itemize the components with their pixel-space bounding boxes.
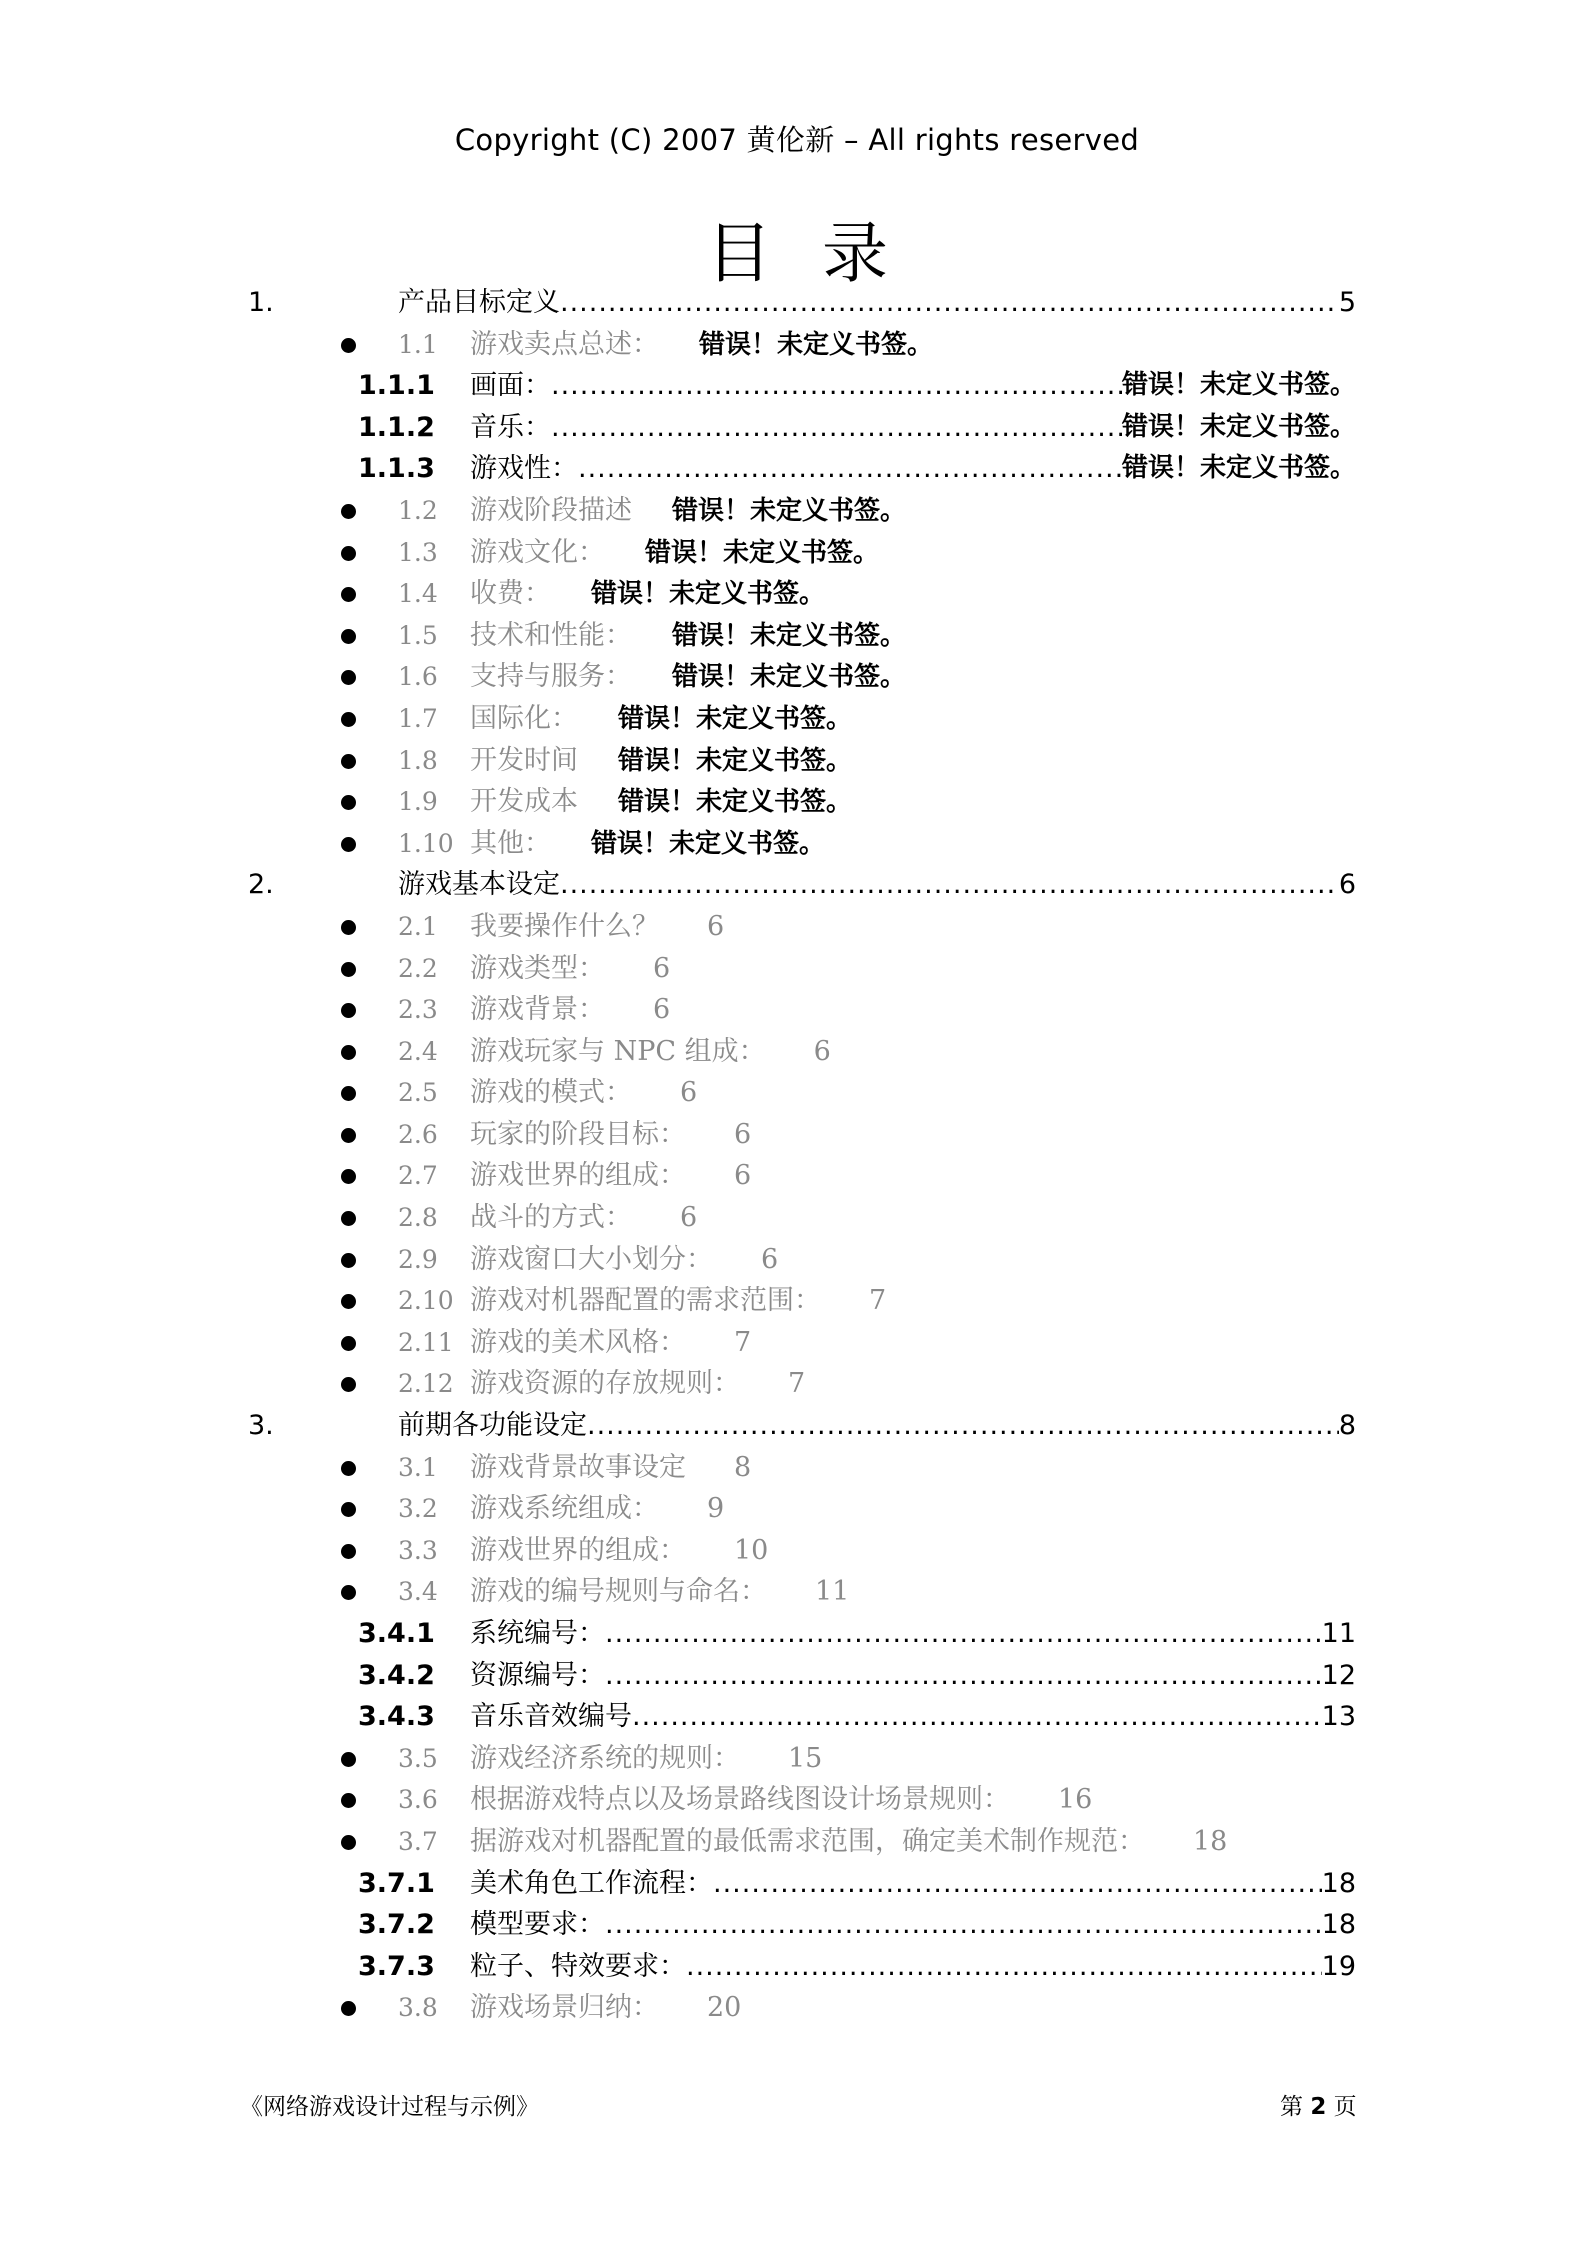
toc-entry-text-group bbox=[470, 324, 933, 367]
bullet-icon bbox=[341, 1752, 356, 1767]
toc-entry[interactable] bbox=[0, 906, 1594, 948]
toc-entry-page: 18 bbox=[1321, 1909, 1356, 1941]
bullet-icon bbox=[341, 629, 356, 644]
toc-entry-page: 错误！未定义书签。 bbox=[1121, 370, 1356, 401]
footer-page-suffix: 页 bbox=[1333, 2094, 1357, 2120]
toc-entry-page: 6 bbox=[813, 1035, 831, 1067]
toc-entry-text: 画面： bbox=[470, 370, 551, 402]
toc-entry-text: 游戏的模式： bbox=[470, 1077, 632, 1109]
toc-entry-number: 1.4 bbox=[398, 579, 438, 609]
toc-entry-page: 16 bbox=[1058, 1784, 1093, 1816]
bullet-icon bbox=[341, 754, 356, 769]
toc-entry[interactable] bbox=[0, 1405, 1594, 1447]
bullet-icon bbox=[341, 1086, 356, 1101]
toc-entry-number: 3.4 bbox=[398, 1577, 438, 1607]
toc-entry-number: 3.4.1 bbox=[358, 1618, 435, 1649]
toc-entry-text: 游戏世界的组成： bbox=[470, 1534, 686, 1566]
bullet-icon bbox=[341, 712, 356, 727]
toc-entry-page: 20 bbox=[707, 1992, 742, 2024]
toc-entry-number: 3.4.3 bbox=[358, 1701, 435, 1733]
toc-entry-text-group bbox=[470, 490, 906, 533]
toc-entry[interactable] bbox=[0, 1863, 1594, 1905]
toc-entry-text: 游戏类型： bbox=[470, 952, 605, 984]
toc-entry-text: 游戏系统组成： bbox=[470, 1493, 659, 1525]
bullet-icon bbox=[341, 504, 356, 519]
toc-entry-error: 错误！未定义书签。 bbox=[591, 828, 826, 859]
toc-entry-page: 19 bbox=[1321, 1950, 1356, 1982]
toc-entry-text-group bbox=[470, 906, 724, 948]
toc-entry-text-group bbox=[470, 1155, 751, 1197]
toc-entry-text: 游戏窗口大小划分： bbox=[470, 1243, 713, 1275]
toc-entry-text-group bbox=[470, 1239, 778, 1281]
toc-entry-text: 国际化： bbox=[470, 702, 578, 734]
toc-leader-dots bbox=[551, 365, 1122, 407]
bullet-icon bbox=[341, 1585, 356, 1600]
toc-entry-error: 错误！未定义书签。 bbox=[672, 662, 907, 693]
toc-entry[interactable] bbox=[0, 407, 1594, 449]
toc-entry-text: 据游戏对机器配置的最低需求范围，确定美术制作规范： bbox=[470, 1825, 1145, 1857]
toc-entry-text: 前期各功能设定 bbox=[398, 1410, 587, 1442]
toc-leader-dots bbox=[686, 1946, 1322, 1988]
toc-entry-number: 1. bbox=[248, 287, 274, 318]
toc-entry-text-group bbox=[470, 1072, 697, 1114]
toc-entry-page: 6 bbox=[1338, 869, 1356, 901]
toc-entry-text: 游戏性： bbox=[470, 453, 578, 485]
toc-entry-number: 3.5 bbox=[398, 1743, 438, 1773]
bullet-icon bbox=[341, 1253, 356, 1268]
toc-entry-number: 1.1 bbox=[398, 329, 438, 359]
toc-leader-dots bbox=[560, 282, 1339, 324]
toc-entry-text: 音乐音效编号 bbox=[470, 1701, 632, 1733]
toc-entry-page: 11 bbox=[815, 1576, 850, 1608]
toc-entry-number: 3.8 bbox=[398, 1993, 438, 2023]
toc-entry-page: 6 bbox=[734, 1118, 752, 1150]
toc-entry-text-group bbox=[470, 740, 852, 783]
toc-entry-error: 错误！未定义书签。 bbox=[618, 787, 853, 818]
toc-entry[interactable] bbox=[0, 448, 1594, 490]
toc-entry-page: 13 bbox=[1321, 1701, 1356, 1733]
toc-entry-number: 2.1 bbox=[398, 911, 438, 941]
toc-entry[interactable] bbox=[0, 740, 1594, 782]
toc-entry-error: 错误！未定义书签。 bbox=[591, 579, 826, 610]
toc-entry-body bbox=[470, 1655, 1356, 1697]
bullet-icon bbox=[341, 546, 356, 561]
toc-entry-text-group bbox=[470, 698, 852, 741]
footer-page-number bbox=[1280, 2088, 1357, 2121]
toc-entry-page: 6 bbox=[653, 952, 671, 984]
bullet-icon bbox=[341, 1461, 356, 1476]
toc-entry-text: 游戏卖点总述： bbox=[470, 328, 659, 360]
toc-entry-body bbox=[398, 864, 1356, 906]
toc-entry-body bbox=[470, 448, 1356, 490]
toc-entry-text: 游戏经济系统的规则： bbox=[470, 1742, 740, 1774]
toc-entry-body bbox=[470, 1613, 1356, 1655]
toc-entry-error: 错误！未定义书签。 bbox=[645, 537, 880, 568]
toc-entry[interactable] bbox=[0, 1363, 1594, 1405]
toc-entry[interactable] bbox=[0, 324, 1594, 366]
toc-entry-number: 3.7.1 bbox=[358, 1867, 435, 1899]
toc-entry-text: 开发成本 bbox=[470, 786, 578, 818]
toc-entry-number: 3.6 bbox=[398, 1785, 438, 1815]
table-of-contents bbox=[0, 282, 1594, 2029]
bullet-icon bbox=[341, 1211, 356, 1226]
toc-entry-error: 错误！未定义书签。 bbox=[618, 703, 853, 734]
toc-entry-page: 错误！未定义书签。 bbox=[1121, 453, 1356, 484]
toc-entry-body bbox=[398, 1405, 1356, 1447]
footer-page-num: 2 bbox=[1310, 2094, 1327, 2120]
bullet-icon bbox=[341, 1502, 356, 1517]
toc-entry-number: 3.2 bbox=[398, 1494, 438, 1524]
toc-entry[interactable] bbox=[0, 1530, 1594, 1572]
toc-entry[interactable] bbox=[0, 1280, 1594, 1322]
toc-entry-text-group bbox=[470, 1821, 1227, 1863]
toc-entry-page: 7 bbox=[869, 1285, 887, 1317]
toc-entry-text-group bbox=[470, 1197, 697, 1239]
toc-entry[interactable] bbox=[0, 1987, 1594, 2029]
toc-entry[interactable] bbox=[0, 1072, 1594, 1114]
toc-entry[interactable] bbox=[0, 698, 1594, 740]
bullet-icon bbox=[341, 1544, 356, 1559]
toc-entry-text-group bbox=[470, 1987, 741, 2029]
toc-entry-text: 玩家的阶段目标： bbox=[470, 1118, 686, 1150]
toc-entry-page: 11 bbox=[1321, 1618, 1356, 1649]
toc-entry-number: 1.1.2 bbox=[358, 411, 435, 443]
toc-entry-number: 3.7.3 bbox=[358, 1950, 435, 1982]
toc-entry[interactable] bbox=[0, 823, 1594, 865]
toc-entry-text-group bbox=[470, 1571, 849, 1613]
toc-entry-text: 游戏文化： bbox=[470, 536, 605, 568]
copyright-header: Copyright (C) 2007 黄伦新 – All rights reserved bbox=[454, 123, 1140, 157]
toc-entry-text: 其他： bbox=[470, 827, 551, 859]
toc-entry-page: 12 bbox=[1321, 1659, 1356, 1691]
toc-entry-number: 3. bbox=[248, 1410, 274, 1442]
toc-entry-number: 1.6 bbox=[398, 662, 438, 692]
toc-entry-text: 游戏世界的组成： bbox=[470, 1160, 686, 1192]
toc-entry-number: 1.1.1 bbox=[358, 370, 435, 402]
toc-entry[interactable] bbox=[0, 1447, 1594, 1489]
toc-entry-body bbox=[470, 1904, 1356, 1946]
toc-entry-number: 1.5 bbox=[398, 620, 438, 650]
toc-entry-text-group bbox=[470, 532, 879, 575]
toc-entry[interactable] bbox=[0, 282, 1594, 324]
toc-leader-dots bbox=[578, 448, 1122, 490]
toc-entry-error: 错误！未定义书签。 bbox=[672, 620, 907, 651]
bullet-icon bbox=[341, 670, 356, 685]
toc-entry[interactable] bbox=[0, 1488, 1594, 1530]
toc-entry-page: 7 bbox=[788, 1368, 806, 1400]
toc-entry-page: 18 bbox=[1193, 1825, 1228, 1857]
toc-entry-number: 2.3 bbox=[398, 995, 438, 1025]
toc-entry-page: 5 bbox=[1338, 287, 1356, 318]
toc-entry[interactable] bbox=[0, 1696, 1594, 1738]
bullet-icon bbox=[341, 1835, 356, 1850]
toc-entry[interactable] bbox=[0, 1655, 1594, 1697]
toc-leader-dots bbox=[605, 1655, 1322, 1697]
toc-entry-text: 收费： bbox=[470, 578, 551, 610]
toc-entry-text: 粒子、特效要求： bbox=[470, 1950, 686, 1982]
toc-entry[interactable] bbox=[0, 864, 1594, 906]
toc-entry-text: 游戏背景故事设定 bbox=[470, 1451, 686, 1483]
footer-book-title: 《网络游戏设计过程与示例》 bbox=[240, 2094, 539, 2120]
bullet-icon bbox=[341, 1003, 356, 1018]
toc-entry-number: 2.11 bbox=[398, 1327, 454, 1357]
toc-entry-text: 模型要求： bbox=[470, 1909, 605, 1941]
toc-entry-text-group bbox=[470, 1363, 805, 1405]
toc-entry-text-group bbox=[470, 1322, 751, 1364]
bullet-icon bbox=[341, 1793, 356, 1808]
toc-entry-body bbox=[470, 1863, 1356, 1905]
toc-entry[interactable] bbox=[0, 1904, 1594, 1946]
toc-entry-text: 战斗的方式： bbox=[470, 1202, 632, 1234]
toc-entry-page: 9 bbox=[707, 1493, 725, 1525]
toc-entry-text: 开发时间 bbox=[470, 744, 578, 776]
toc-entry-body bbox=[470, 1946, 1356, 1988]
toc-entry-number: 1.3 bbox=[398, 537, 438, 567]
toc-entry-text: 根据游戏特点以及场景路线图设计场景规则： bbox=[470, 1784, 1010, 1816]
toc-entry-body bbox=[470, 1696, 1356, 1738]
toc-entry[interactable] bbox=[0, 1821, 1594, 1863]
toc-entry-text: 游戏场景归纳： bbox=[470, 1992, 659, 2024]
toc-entry-page: 10 bbox=[734, 1534, 769, 1566]
bullet-icon bbox=[341, 338, 356, 353]
toc-entry[interactable] bbox=[0, 656, 1594, 698]
toc-entry[interactable] bbox=[0, 615, 1594, 657]
toc-entry-page: 6 bbox=[680, 1077, 698, 1109]
bullet-icon bbox=[341, 1128, 356, 1143]
toc-entry-text: 游戏资源的存放规则： bbox=[470, 1368, 740, 1400]
toc-entry-error: 错误！未定义书签。 bbox=[672, 495, 907, 526]
toc-entry[interactable] bbox=[0, 1946, 1594, 1988]
toc-entry[interactable] bbox=[0, 1239, 1594, 1281]
toc-entry-text-group bbox=[470, 1114, 751, 1156]
toc-entry-page: 错误！未定义书签。 bbox=[1121, 411, 1356, 442]
toc-entry-text: 游戏对机器配置的需求范围： bbox=[470, 1285, 821, 1317]
toc-entry-text: 游戏的编号规则与命名： bbox=[470, 1576, 767, 1608]
toc-entry-number: 3.7.2 bbox=[358, 1909, 435, 1941]
toc-entry[interactable] bbox=[0, 573, 1594, 615]
toc-entry-text: 美术角色工作流程： bbox=[470, 1867, 713, 1899]
toc-entry[interactable] bbox=[0, 948, 1594, 990]
toc-entry-number: 2.8 bbox=[398, 1203, 438, 1233]
toc-entry[interactable] bbox=[0, 1197, 1594, 1239]
toc-entry-text-group bbox=[470, 1738, 822, 1780]
toc-entry-text: 技术和性能： bbox=[470, 619, 632, 651]
toc-entry-text: 音乐： bbox=[470, 411, 551, 443]
toc-entry[interactable] bbox=[0, 1613, 1594, 1655]
toc-entry-page: 6 bbox=[761, 1243, 779, 1275]
toc-entry-page: 15 bbox=[788, 1742, 823, 1774]
toc-entry-page: 8 bbox=[1338, 1410, 1356, 1442]
toc-entry-text-group bbox=[470, 1031, 831, 1073]
toc-entry-text-group bbox=[470, 989, 670, 1031]
toc-entry-number: 2.12 bbox=[398, 1369, 454, 1399]
toc-entry-body bbox=[398, 282, 1356, 324]
toc-entry[interactable] bbox=[0, 1155, 1594, 1197]
page-title: 目录 bbox=[706, 215, 938, 292]
toc-entry-text-group bbox=[470, 573, 825, 616]
toc-entry[interactable] bbox=[0, 1322, 1594, 1364]
bullet-icon bbox=[341, 1377, 356, 1392]
toc-entry-number: 3.1 bbox=[398, 1452, 438, 1482]
toc-entry-text-group bbox=[470, 1447, 751, 1489]
toc-entry-text-group bbox=[470, 656, 906, 699]
bullet-icon bbox=[341, 1294, 356, 1309]
bullet-icon bbox=[341, 795, 356, 810]
bullet-icon bbox=[341, 1045, 356, 1060]
bullet-icon bbox=[341, 587, 356, 602]
toc-entry-text-group bbox=[470, 1779, 1092, 1821]
footer-page-prefix: 第 bbox=[1280, 2094, 1303, 2120]
toc-entry[interactable] bbox=[0, 1571, 1594, 1613]
toc-leader-dots bbox=[587, 1405, 1339, 1447]
toc-entry-text: 游戏阶段描述 bbox=[470, 494, 632, 526]
toc-entry[interactable] bbox=[0, 1114, 1594, 1156]
toc-entry-number: 1.2 bbox=[398, 495, 438, 525]
toc-entry-number: 1.1.3 bbox=[358, 453, 435, 485]
bullet-icon bbox=[341, 1169, 356, 1184]
toc-entry-page: 6 bbox=[707, 910, 725, 942]
toc-entry-text: 产品目标定义 bbox=[398, 287, 560, 318]
toc-entry-number: 2.7 bbox=[398, 1161, 438, 1191]
toc-entry-text-group bbox=[470, 1530, 768, 1572]
toc-leader-dots bbox=[605, 1904, 1322, 1946]
toc-entry-text: 游戏背景： bbox=[470, 994, 605, 1026]
toc-entry-number: 1.9 bbox=[398, 787, 438, 817]
toc-entry-text-group bbox=[470, 1488, 724, 1530]
toc-entry-number: 2. bbox=[248, 869, 274, 901]
toc-entry-number: 3.4.2 bbox=[358, 1659, 435, 1691]
bullet-icon bbox=[341, 1336, 356, 1351]
toc-leader-dots bbox=[713, 1863, 1322, 1905]
toc-entry-body bbox=[470, 365, 1356, 407]
toc-entry-number: 1.10 bbox=[398, 828, 454, 858]
toc-entry-number: 2.5 bbox=[398, 1078, 438, 1108]
toc-entry-text-group bbox=[470, 781, 852, 824]
toc-entry[interactable] bbox=[0, 532, 1594, 574]
toc-entry[interactable] bbox=[0, 490, 1594, 532]
toc-entry-number: 2.9 bbox=[398, 1244, 438, 1274]
toc-entry-text-group bbox=[470, 615, 906, 658]
toc-entry-number: 2.4 bbox=[398, 1036, 438, 1066]
toc-entry[interactable] bbox=[0, 1779, 1594, 1821]
toc-entry-text: 系统编号： bbox=[470, 1618, 605, 1649]
toc-entry-number: 2.2 bbox=[398, 953, 438, 983]
toc-entry[interactable] bbox=[0, 1031, 1594, 1073]
toc-entry-body bbox=[470, 407, 1356, 449]
toc-entry-text: 支持与服务： bbox=[470, 661, 632, 693]
toc-leader-dots bbox=[560, 864, 1339, 906]
toc-entry-text-group bbox=[470, 1280, 886, 1322]
toc-entry-text: 我要操作什么？ bbox=[470, 910, 659, 942]
toc-entry-text-group bbox=[470, 948, 670, 990]
toc-entry-number: 1.8 bbox=[398, 745, 438, 775]
toc-entry-page: 6 bbox=[734, 1160, 752, 1192]
toc-entry-number: 3.7 bbox=[398, 1826, 438, 1856]
toc-entry-text: 游戏基本设定 bbox=[398, 869, 560, 901]
toc-entry[interactable] bbox=[0, 365, 1594, 407]
toc-entry-number: 1.7 bbox=[398, 703, 438, 733]
toc-leader-dots bbox=[605, 1613, 1322, 1655]
toc-entry-text: 资源编号： bbox=[470, 1659, 605, 1691]
bullet-icon bbox=[341, 962, 356, 977]
toc-entry-page: 6 bbox=[680, 1202, 698, 1234]
toc-entry-text-group bbox=[470, 823, 825, 866]
toc-entry[interactable] bbox=[0, 781, 1594, 823]
bullet-icon bbox=[341, 920, 356, 935]
toc-entry-page: 18 bbox=[1321, 1867, 1356, 1899]
toc-entry[interactable] bbox=[0, 1738, 1594, 1780]
toc-entry-text: 游戏的美术风格： bbox=[470, 1326, 686, 1358]
toc-leader-dots bbox=[551, 407, 1122, 449]
toc-entry-number: 2.10 bbox=[398, 1286, 454, 1316]
toc-entry-page: 7 bbox=[734, 1326, 752, 1358]
toc-entry-page: 8 bbox=[734, 1451, 752, 1483]
bullet-icon bbox=[341, 2001, 356, 2016]
toc-entry-error: 错误！未定义书签。 bbox=[618, 745, 853, 776]
toc-entry-error: 错误！未定义书签。 bbox=[699, 329, 934, 360]
bullet-icon bbox=[341, 837, 356, 852]
toc-entry-number: 2.6 bbox=[398, 1119, 438, 1149]
toc-leader-dots bbox=[632, 1696, 1322, 1738]
toc-entry-number: 3.3 bbox=[398, 1535, 438, 1565]
toc-entry[interactable] bbox=[0, 989, 1594, 1031]
toc-entry-page: 6 bbox=[653, 994, 671, 1026]
toc-entry-text: 游戏玩家与 NPC 组成： bbox=[470, 1035, 766, 1067]
